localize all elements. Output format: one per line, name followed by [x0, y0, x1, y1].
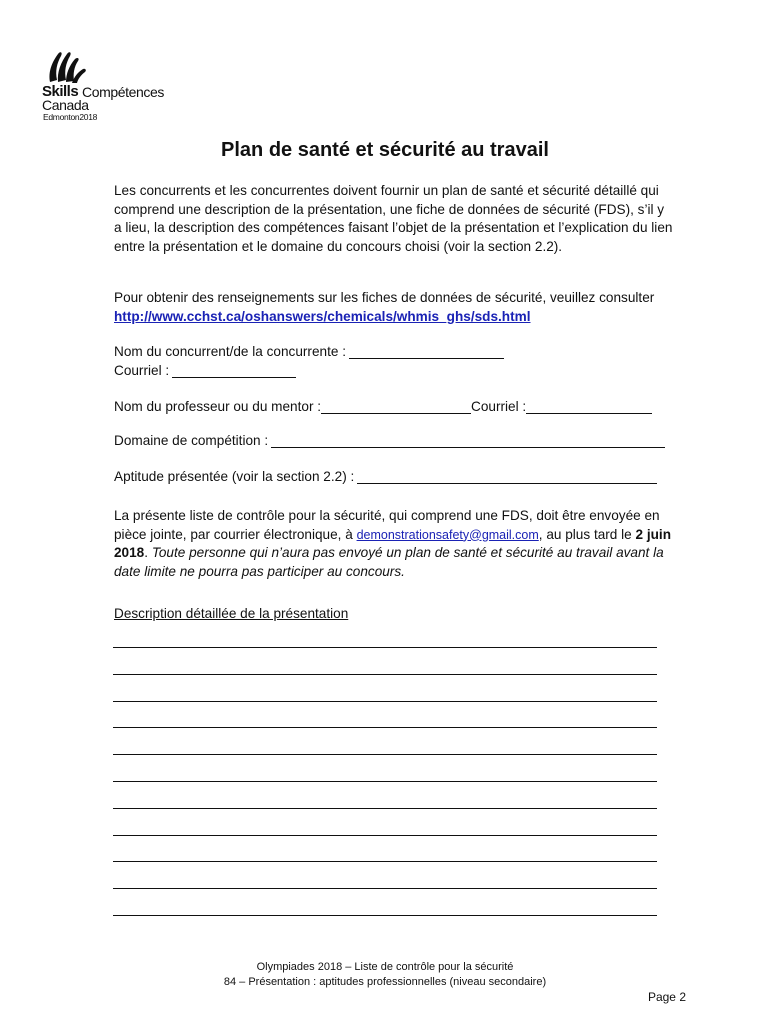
- skills-canada-logo: [40, 46, 180, 126]
- email1-field[interactable]: [114, 360, 296, 378]
- competitor-name-label: Nom du concurrent/de la concurrente :: [114, 344, 346, 359]
- info-paragraph: [114, 289, 674, 326]
- footer-line-1: Olympiades 2018 – Liste de contrôle pour la sécurité: [256, 961, 514, 973]
- domain-label: Domaine de compétition :: [114, 433, 269, 448]
- footer-line-2: 84 – Présentation : aptitudes professionnelles (niveau secondaire): [223, 976, 547, 988]
- competitor-name-blank[interactable]: [349, 345, 504, 359]
- teacher-field[interactable]: [114, 396, 652, 414]
- skill-label: Aptitude présentée (voir la section 2.2) :: [114, 469, 355, 484]
- email2-label: Courriel :: [471, 399, 527, 414]
- description-line[interactable]: [113, 754, 657, 755]
- sds-link[interactable]: http://www.cchst.ca/oshanswers/chemicals/whmis_ghs/sds.html: [114, 308, 531, 324]
- description-line[interactable]: [113, 861, 657, 862]
- description-line[interactable]: [113, 808, 657, 809]
- domain-field[interactable]: [114, 430, 665, 448]
- info-text: Pour obtenir des renseignements sur les fiches de données de sécurité, veuillez consulter: [114, 290, 655, 305]
- description-line[interactable]: [113, 888, 657, 889]
- email2-blank[interactable]: [526, 400, 652, 414]
- logo-competences-text: Compétences: [82, 84, 164, 100]
- description-line[interactable]: [113, 915, 657, 916]
- domain-blank[interactable]: [271, 434, 665, 448]
- page-title: Plan de santé et sécurité au travail: [221, 139, 549, 161]
- notice-paragraph: [114, 507, 674, 581]
- notice-warning: Toute personne qui n’aura pas envoyé un plan de santé et sécurité au travail avant la date limite ne pourra pas participer au concours.: [114, 545, 664, 579]
- intro-paragraph: Les concurrents et les concurrentes doivent fournir un plan de santé et sécurité détaillé qui comprend une description de la présentation, une fiche de données de sécurité (FDS), s’il y a lieu, la description des compétences faisant l’objet de la présentation et l’explication du lien entre la présentation et le domaine du concours choisi (voir la section 2.2).: [114, 183, 673, 254]
- notice-text-3: .: [144, 545, 152, 560]
- description-line[interactable]: [113, 701, 657, 702]
- email1-blank[interactable]: [172, 364, 296, 378]
- description-line[interactable]: [113, 674, 657, 675]
- description-line[interactable]: [113, 647, 657, 648]
- deadline-date: 2 juin 2018: [114, 526, 672, 560]
- logo-edmonton-text: Edmonton2018: [43, 112, 98, 122]
- skill-blank[interactable]: [357, 470, 657, 484]
- description-line[interactable]: [113, 781, 657, 782]
- teacher-label: Nom du professeur ou du mentor :: [114, 399, 322, 414]
- description-line[interactable]: [113, 727, 657, 728]
- notice-text-1: La présente liste de contrôle pour la sécurité, qui comprend une FDS, doit être envoyée en pièce jointe, par courrier électronique, à: [114, 508, 660, 542]
- email1-label: Courriel :: [114, 363, 170, 378]
- description-title: Description détaillée de la présentation: [114, 606, 349, 621]
- logo-skills-text: Skills: [42, 83, 79, 100]
- safety-email-link[interactable]: demonstrationsafety@gmail.com: [356, 527, 539, 542]
- notice-text-2: , au plus tard le: [538, 526, 636, 542]
- competitor-name-field[interactable]: [114, 341, 504, 359]
- logo-canada-text: Canada: [42, 97, 89, 113]
- skill-field[interactable]: [114, 466, 657, 484]
- teacher-blank[interactable]: [321, 400, 471, 414]
- skills-hand-icon: [44, 46, 88, 86]
- description-line[interactable]: [113, 835, 657, 836]
- page-number: Page 2: [647, 990, 686, 1004]
